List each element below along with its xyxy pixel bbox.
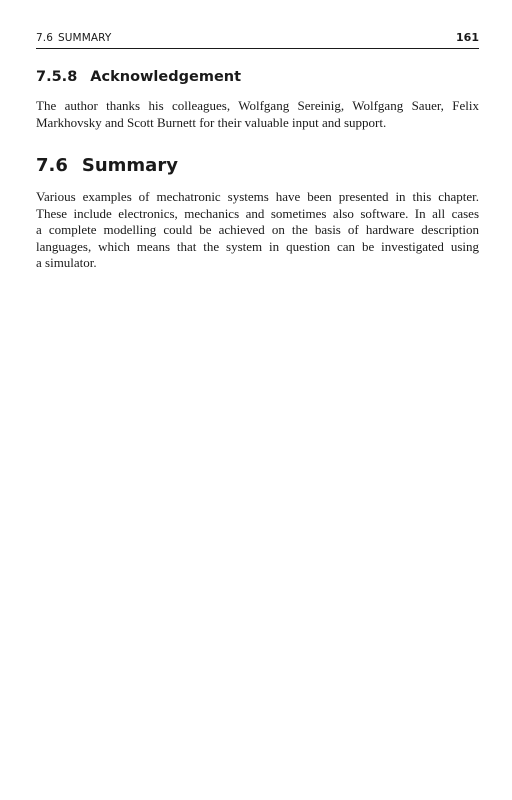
summary-paragraph	[36, 189, 479, 272]
subsection-heading	[36, 67, 241, 87]
section-title: Summary	[81, 155, 178, 176]
acknowledgement-paragraph	[36, 98, 479, 131]
paragraph-line: languages, which means that the system in question can be investigated using	[36, 238, 479, 254]
running-head-section-title: SUMMARY	[58, 32, 112, 44]
subsection-title: Acknowledgement	[90, 69, 242, 85]
paragraph-line: The author thanks his colleagues, Wolfgang Sereinig, Wolfgang Sauer, Felix	[36, 98, 479, 113]
paragraph-line: a simulator.	[36, 255, 97, 270]
paragraph-line: a complete modelling could be achieved on the basis of hardware description	[36, 222, 479, 237]
subsection-number: 7.5.8	[36, 69, 78, 85]
running-head-section	[36, 31, 111, 45]
book-page	[36, 0, 479, 800]
page-number: 161	[456, 31, 479, 44]
section-number: 7.6	[36, 155, 68, 176]
running-head-section-number: 7.6	[36, 32, 53, 44]
paragraph-line: These include electronics, mechanics and sometimes also software. In all cases	[36, 205, 479, 221]
paragraph-line: Markhovsky and Scott Burnett for their valuable input and support.	[36, 114, 387, 130]
section-heading	[36, 154, 178, 178]
paragraph-line: Various examples of mechatronic systems have been presented in this chapter.	[36, 189, 479, 204]
running-head	[36, 31, 479, 49]
